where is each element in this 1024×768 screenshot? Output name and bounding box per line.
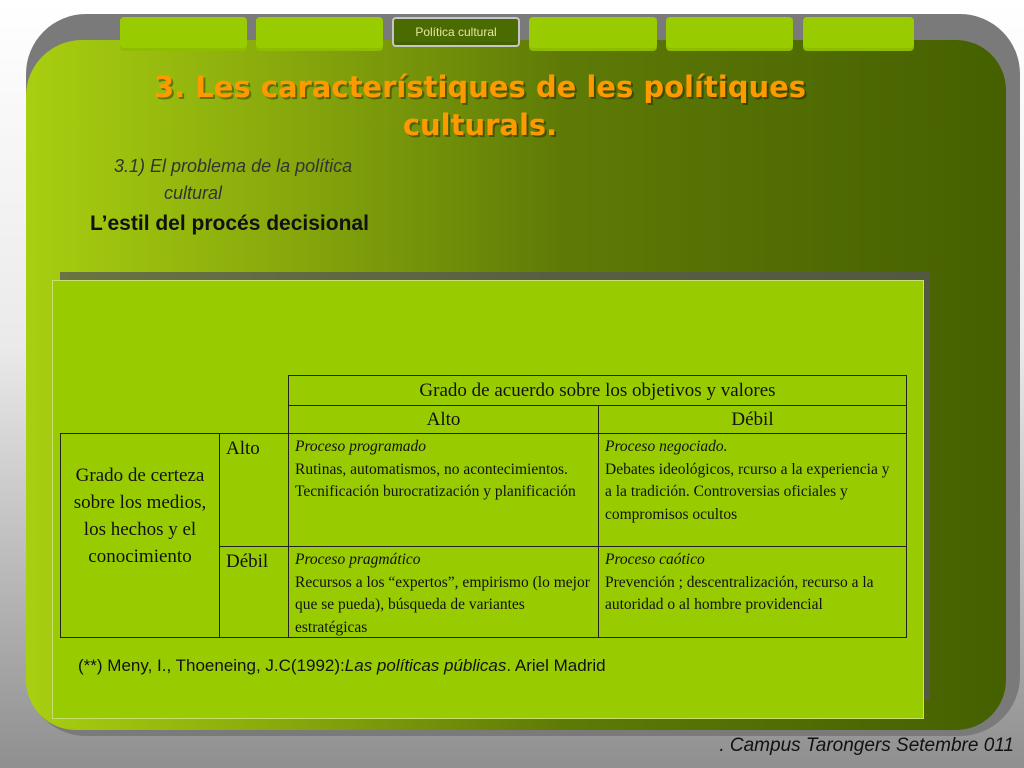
table-cell-negotiated: [598, 433, 907, 547]
cell-title: Proceso programado: [295, 438, 427, 455]
cell-text: Debates ideológicos, rcurso a la experiencia y a la tradición. Controversias oficiales y compromisos ocultos: [605, 460, 890, 523]
citation-suffix: . Ariel Madrid: [506, 656, 606, 675]
slide-title: 3. Les característiques de les polítiques culturals.: [153, 70, 807, 142]
cell-text: Rutinas, automatismos, no acontecimientos. Tecnificación burocratización y planificación: [295, 460, 576, 500]
slide-subtitle: [114, 153, 454, 207]
citation-prefix: (**) Meny, I., Thoeneing, J.C(1992):: [78, 656, 345, 675]
cell-text: Prevención ; descentralización, recurso a la autoridad o al hombre providencial: [605, 573, 874, 613]
cell-text: Recursos a los “expertos”, empirismo (lo mejor que se pueda), búsqueda de variantes estratégicas: [295, 573, 590, 636]
slide-footer: . Campus Tarongers Setembre 011: [719, 735, 1014, 756]
cell-title: Proceso caótico: [605, 551, 705, 568]
table-row-low: Débil: [219, 546, 289, 638]
table-header-agreement: Grado de acuerdo sobre los objetivos y valores: [288, 375, 907, 406]
section-heading: L’estil del procés decisional: [90, 212, 369, 235]
table-col-low: Débil: [598, 405, 907, 434]
table-row-header-certainty: Grado de certeza sobre los medios, los hechos y el conocimiento: [60, 433, 220, 638]
table-row-high: Alto: [219, 433, 289, 547]
table-cell-pragmatic: [288, 546, 599, 638]
table-cell-programmed: [288, 433, 599, 547]
subtitle-line-1: 3.1) El problema de la política: [114, 156, 353, 176]
nav-tab-6[interactable]: [803, 17, 914, 51]
nav-tab-4[interactable]: [529, 17, 657, 51]
table-cell-chaotic: [598, 546, 907, 638]
citation: [78, 656, 606, 676]
cell-title: Proceso negociado.: [605, 438, 728, 455]
table-col-high: Alto: [288, 405, 599, 434]
nav-tab-5[interactable]: [666, 17, 793, 51]
citation-book: Las políticas públicas: [344, 656, 507, 675]
nav-tab-2[interactable]: [256, 17, 383, 51]
nav-tabs: [120, 17, 914, 51]
nav-tab-1[interactable]: [120, 17, 247, 51]
subtitle-line-2: cultural: [164, 183, 223, 203]
nav-tab-politica-cultural[interactable]: Política cultural: [392, 17, 520, 47]
cell-title: Proceso pragmático: [295, 551, 421, 568]
